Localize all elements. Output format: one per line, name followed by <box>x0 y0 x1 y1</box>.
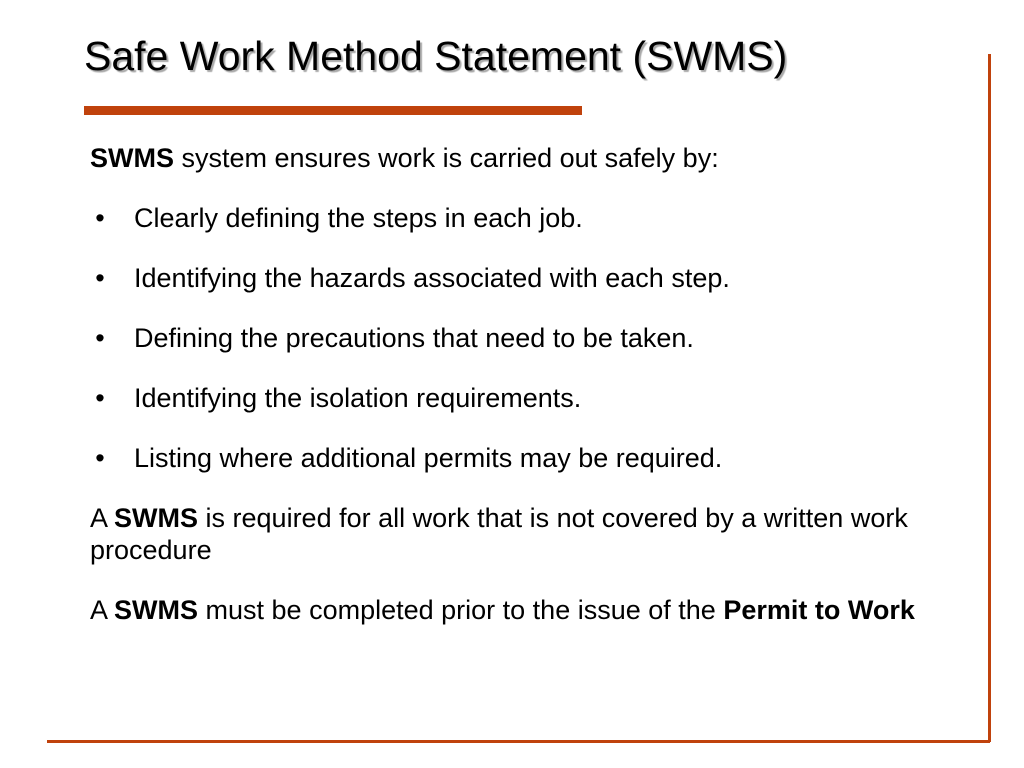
bullet-list <box>90 202 930 474</box>
intro-bold-term: SWMS <box>90 143 174 173</box>
bullet-text: Listing where additional permits may be required. <box>134 443 723 473</box>
bullet-icon: • <box>95 383 105 413</box>
bullet-icon: • <box>95 263 105 293</box>
list-item <box>90 442 930 474</box>
slide-title: Safe Work Method Statement (SWMS) <box>84 33 788 79</box>
intro-paragraph <box>90 142 930 174</box>
bullet-text: Defining the precautions that need to be taken. <box>134 323 694 353</box>
list-item <box>90 382 930 414</box>
note2-prefix: A <box>90 595 115 625</box>
bottom-border-rule <box>47 740 990 743</box>
bullet-icon: • <box>95 443 105 473</box>
list-item <box>90 262 930 294</box>
list-item <box>90 202 930 234</box>
note2-text: must be completed prior to the issue of the <box>198 595 724 625</box>
note2-bold-term: SWMS <box>114 595 199 625</box>
note1-bold-term: SWMS <box>114 503 199 533</box>
bullet-text: Identifying the isolation requirements. <box>134 383 582 413</box>
slide-content <box>90 142 930 654</box>
bullet-icon: • <box>95 323 105 353</box>
bullet-text: Identifying the hazards associated with each step. <box>134 263 730 293</box>
list-item <box>90 322 930 354</box>
intro-text: system ensures work is carried out safely by: <box>174 143 719 173</box>
note1-prefix: A <box>90 503 115 533</box>
title-underline <box>84 106 582 115</box>
permit-to-work-term: Permit to Work <box>723 595 915 625</box>
swms-requirement-paragraph <box>90 502 930 566</box>
permit-paragraph <box>90 594 930 626</box>
note1-text: is required for all work that is not covered by a written work procedure <box>90 503 908 565</box>
right-border-rule <box>988 54 991 742</box>
bullet-icon: • <box>95 203 105 233</box>
bullet-text: Clearly defining the steps in each job. <box>134 203 583 233</box>
